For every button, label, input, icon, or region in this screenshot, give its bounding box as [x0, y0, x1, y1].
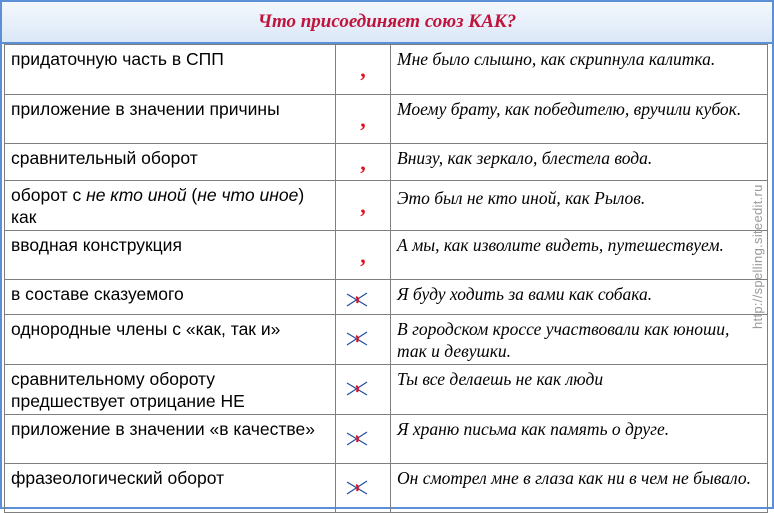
crossed-comma-icon [344, 288, 370, 310]
term-cell [5, 181, 336, 231]
term-cell: придаточную часть в СПП [5, 45, 336, 95]
example-cell: Ты все делаешь не как люди [391, 365, 768, 415]
table-row [5, 95, 768, 144]
term-italic: не кто иной [86, 185, 187, 205]
comma-mark: , [360, 107, 366, 132]
example-cell: Моему брату, как победителю, вручили кубок. [391, 95, 768, 144]
rules-table [4, 44, 768, 513]
mark-cell [336, 280, 391, 315]
term-text: ) как [11, 185, 305, 227]
example-cell: А мы, как изволите видеть, путешествуем. [391, 231, 768, 280]
crossed-comma-icon [344, 427, 370, 449]
crossed-comma-icon [344, 377, 370, 399]
table-row [5, 464, 768, 513]
example-cell: Внизу, как зеркало, блестела вода. [391, 144, 768, 181]
term-cell: приложение в значении «в качестве» [5, 415, 336, 464]
table-title: Что присоединяет союз КАК? [257, 11, 517, 32]
mark-cell [336, 415, 391, 464]
title-bar [2, 2, 772, 44]
mark-cell [336, 95, 391, 144]
comma-mark: , [360, 193, 366, 218]
mark-cell [336, 231, 391, 280]
mark-cell [336, 144, 391, 181]
table-row [5, 280, 768, 315]
table-row [5, 315, 768, 365]
mark-cell [336, 45, 391, 95]
term-cell: приложение в значении причины [5, 95, 336, 144]
term-text: ( [186, 185, 198, 205]
comma-mark: , [360, 150, 366, 175]
term-cell: сравнительный оборот [5, 144, 336, 181]
example-cell: Я храню письма как память о друге. [391, 415, 768, 464]
term-cell: вводная конструкция [5, 231, 336, 280]
mark-cell [336, 315, 391, 365]
mark-cell [336, 464, 391, 513]
term-italic: не что иное [197, 185, 299, 205]
table-row [5, 144, 768, 181]
table-row [5, 365, 768, 415]
term-cell: в составе сказуемого [5, 280, 336, 315]
comma-mark: , [360, 57, 366, 82]
mark-cell [336, 181, 391, 231]
term-cell: однородные члены с «как, так и» [5, 315, 336, 365]
mark-cell [336, 365, 391, 415]
term-text: оборот с [11, 185, 87, 205]
watermark-url: http://spelling.siteedit.ru [750, 184, 765, 330]
table-row [5, 415, 768, 464]
example-cell: Я буду ходить за вами как собака. [391, 280, 768, 315]
term-cell: фразеологический оборот [5, 464, 336, 513]
table-row [5, 45, 768, 95]
term-cell: сравнительному обороту предшествует отрицание НЕ [5, 365, 336, 415]
example-cell: В городском кроссе участвовали как юноши, так и девушки. [391, 315, 768, 365]
table-row [5, 181, 768, 231]
table-row [5, 231, 768, 280]
example-cell: Мне было слышно, как скрипнула калитка. [391, 45, 768, 95]
crossed-comma-icon [344, 327, 370, 349]
comma-mark: , [360, 243, 366, 268]
example-cell: Он смотрел мне в глаза как ни в чем не бывало. [391, 464, 768, 513]
crossed-comma-icon [344, 476, 370, 498]
example-cell: Это был не кто иной, как Рылов. [391, 181, 768, 231]
